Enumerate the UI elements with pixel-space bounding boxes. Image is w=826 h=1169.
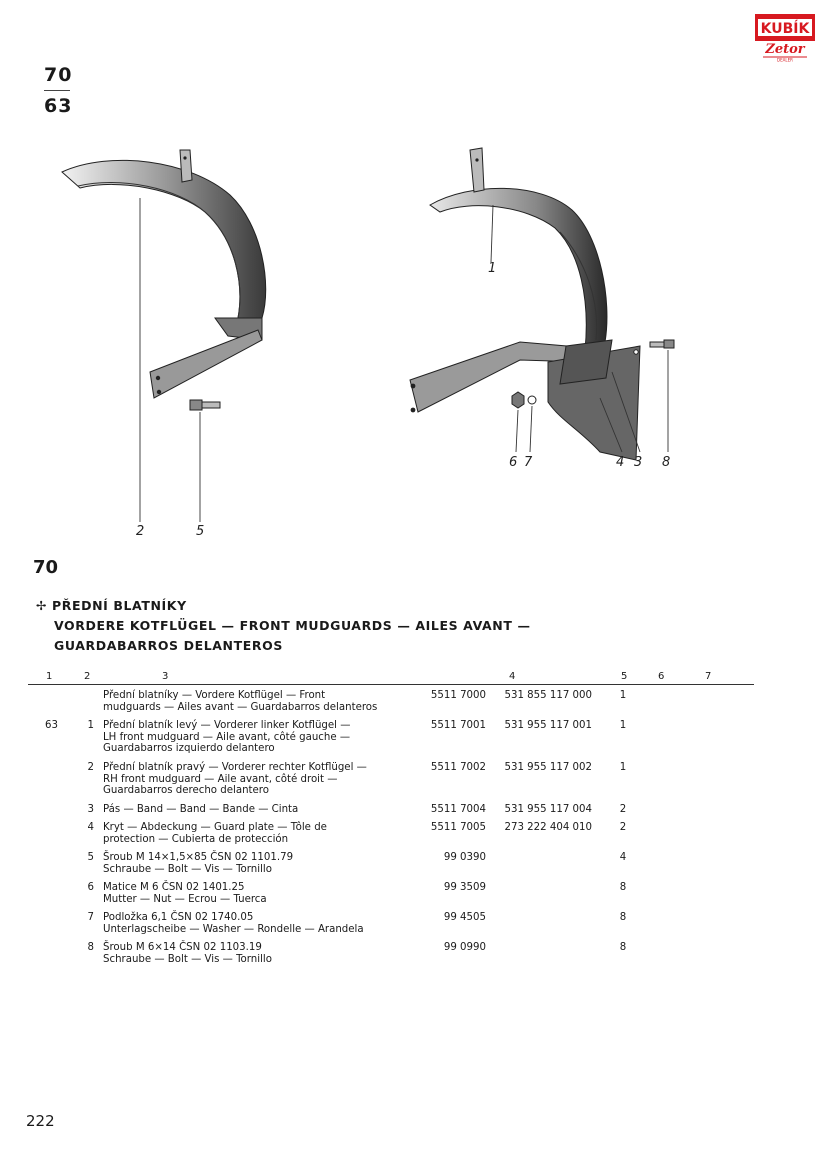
section-number: 70 — [33, 557, 59, 578]
right-mudguard — [410, 148, 640, 460]
row-description-line: Šroub M 6×14 ČSN 02 1103.19 — [103, 942, 262, 953]
row-catalog-number: 531 855 117 000 — [504, 690, 592, 701]
row-quantity: 8 — [619, 912, 627, 923]
row-description — [103, 882, 403, 905]
row-quantity: 8 — [619, 882, 627, 893]
callout-right-7: 7 — [524, 455, 533, 470]
row-part-number: 5511 7004 — [430, 804, 486, 815]
row-quantity: 8 — [619, 942, 627, 953]
mudguard-exploded-drawing — [0, 0, 826, 560]
column-header-2: 2 — [84, 671, 91, 682]
row-description-line: Podložka 6,1 ČSN 02 1740.05 — [103, 912, 254, 923]
logo-sub-text: DEALER — [777, 57, 793, 62]
left-bolt — [190, 400, 220, 410]
row-description — [103, 822, 403, 845]
row-description-line: mudguards — Ailes avant — Guardabarros delanteros — [103, 701, 378, 713]
row-part-number: 5511 7002 — [430, 762, 486, 773]
column-header-6: 6 — [658, 671, 665, 682]
row-position: 4 — [87, 822, 94, 833]
section-title-line1: PŘEDNÍ BLATNÍKY — [52, 598, 187, 613]
row-position: 3 — [87, 804, 94, 815]
row-quantity: 2 — [619, 822, 627, 833]
row-position: 7 — [87, 912, 94, 923]
row-description — [103, 804, 403, 816]
page-number: 222 — [26, 1112, 55, 1130]
row-description — [103, 762, 403, 797]
row-quantity: 1 — [619, 720, 627, 731]
row-catalog-number: 531 955 117 002 — [504, 762, 592, 773]
row-description-line: protection — Cubierta de protección — [103, 833, 289, 845]
row-description-line: Pás — Band — Band — Bande — Cinta — [103, 804, 299, 815]
row-part-number: 99 4505 — [443, 912, 486, 923]
column-header-4: 4 — [509, 671, 516, 682]
row-description-line: Kryt — Abdeckung — Guard plate — Tôle de — [103, 822, 327, 833]
row-part-number: 5511 7000 — [430, 690, 486, 701]
header-rule — [28, 684, 754, 685]
row-description — [103, 690, 403, 713]
row-position: 6 — [87, 882, 94, 893]
row-description-line: Mutter — Nut — Ecrou — Tuerca — [103, 893, 267, 905]
row-catalog-number: 273 222 404 010 — [504, 822, 592, 833]
row-part-number: 5511 7005 — [430, 822, 486, 833]
row-description-line: Šroub M 14×1,5×85 ČSN 02 1101.79 — [103, 852, 294, 863]
callout-right-4: 4 — [616, 455, 625, 470]
row-position: 5 — [87, 852, 94, 863]
callout-left-5: 5 — [196, 524, 205, 539]
section-title-line2: VORDERE KOTFLÜGEL — FRONT MUDGUARDS — AILES AVANT — — [54, 618, 531, 633]
row-description-line: Guardabarros izquierdo delantero — [103, 743, 275, 754]
nut-part — [512, 392, 524, 408]
washer-part — [528, 396, 536, 404]
callout-right-8: 8 — [662, 455, 671, 470]
row-description-line: Přední blatník pravý — Vorderer rechter Kotflügel — — [103, 762, 367, 773]
row-position: 1 — [87, 720, 94, 731]
figure-number-bottom: 63 — [44, 95, 73, 117]
row-description — [103, 852, 403, 875]
row-part-number: 5511 7001 — [430, 720, 486, 731]
column-header-7: 7 — [705, 671, 712, 682]
logo-top-text: KUBÍK — [760, 21, 810, 37]
callout-right-3: 3 — [634, 455, 643, 470]
section-title-line3: GUARDABARROS DELANTEROS — [54, 638, 283, 653]
row-part-number: 99 0990 — [443, 942, 486, 953]
section-title-cz — [36, 598, 187, 613]
row-description-line: Přední blatníky — Vordere Kotflügel — Front — [103, 690, 326, 701]
column-header-1: 1 — [46, 671, 53, 682]
row-description — [103, 912, 403, 935]
row-description — [103, 942, 403, 965]
row-quantity: 4 — [619, 852, 627, 863]
row-ref-figure: 63 — [45, 720, 58, 731]
row-description-line: RH front mudguard — Aile avant, côté droit — — [103, 773, 338, 785]
row-description-line: Unterlagscheibe — Washer — Rondelle — Arandela — [103, 923, 364, 935]
row-description-line: Schraube — Bolt — Vis — Tornillo — [103, 953, 272, 965]
row-description-line: Schraube — Bolt — Vis — Tornillo — [103, 863, 272, 875]
row-part-number: 99 3509 — [443, 882, 486, 893]
row-description-line: Přední blatník levý — Vorderer linker Kotflügel — — [103, 720, 351, 731]
row-quantity: 1 — [619, 762, 627, 773]
figure-number-top: 70 — [44, 64, 73, 86]
callout-right-6: 6 — [509, 455, 518, 470]
row-description-line: LH front mudguard — Aile avant, côté gauche — — [103, 731, 351, 743]
section-mark: ✢ — [36, 598, 48, 613]
left-mudguard — [62, 150, 266, 398]
row-description-line: Matice M 6 ČSN 02 1401.25 — [103, 882, 245, 893]
row-quantity: 2 — [619, 804, 627, 815]
row-catalog-number: 531 955 117 001 — [504, 720, 592, 731]
callout-left-2: 2 — [136, 524, 145, 539]
row-position: 2 — [87, 762, 94, 773]
logo-bottom-text: Zetor — [765, 42, 805, 57]
row-part-number: 99 0390 — [443, 852, 486, 863]
row-position: 8 — [87, 942, 94, 953]
callout-right-1: 1 — [488, 261, 497, 276]
row-description-line: Guardabarros derecho delantero — [103, 785, 269, 796]
column-header-5: 5 — [621, 671, 628, 682]
row-quantity: 1 — [619, 690, 627, 701]
row-description — [103, 720, 403, 755]
column-header-3: 3 — [162, 671, 169, 682]
right-bolt — [650, 340, 674, 348]
row-catalog-number: 531 955 117 004 — [504, 804, 592, 815]
